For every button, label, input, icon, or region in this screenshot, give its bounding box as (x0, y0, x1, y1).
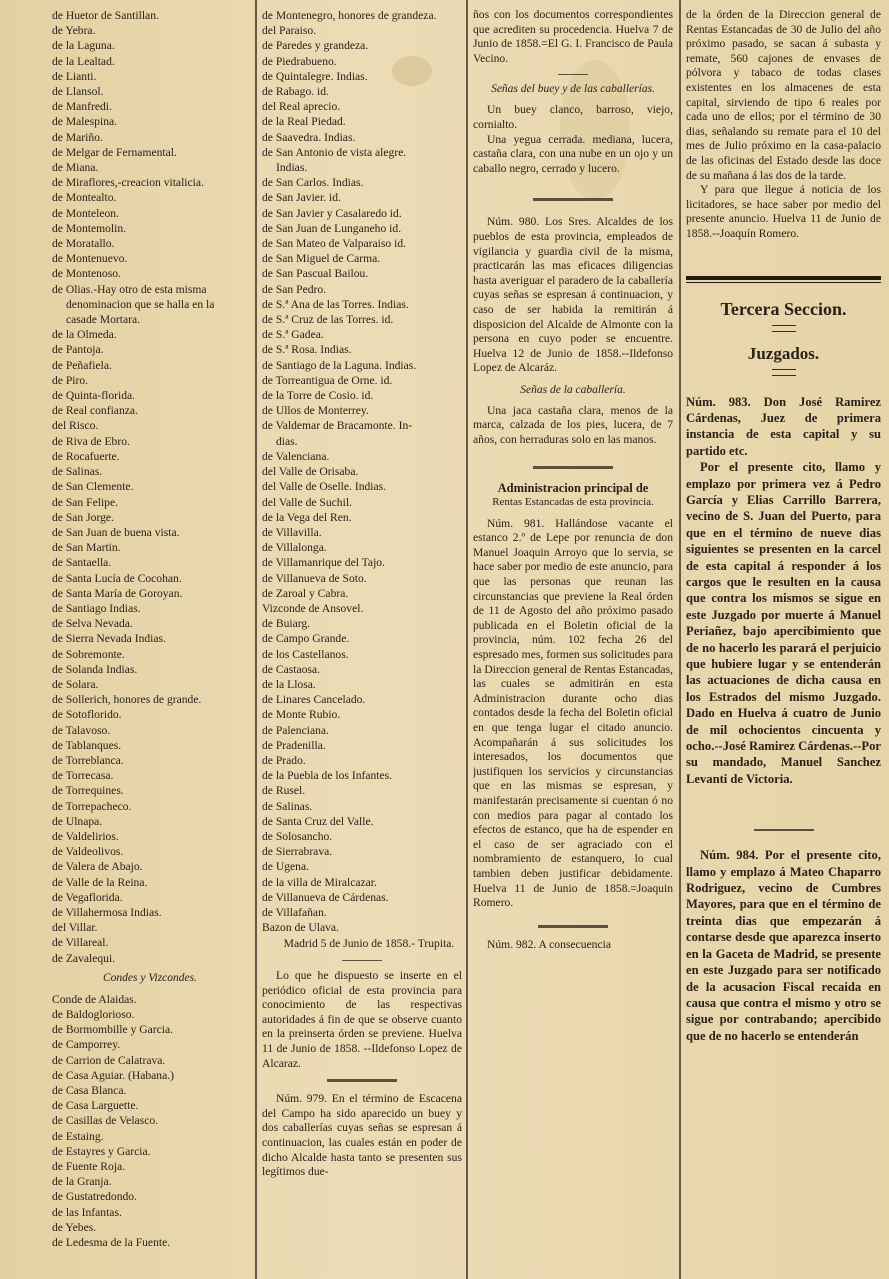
list-item: de Casa Blanca. (52, 1084, 127, 1098)
list-item: de Ledesma de la Fuente. (52, 1236, 171, 1250)
list-item: Bazon de Ulava. (262, 921, 339, 935)
condes-list (52, 992, 248, 1250)
list-item: de Valle de la Reina. (52, 875, 148, 889)
list-item: de San Clemente. (52, 480, 134, 494)
list-item: de Villareal. (52, 936, 109, 950)
list-item: de Salinas. (262, 799, 313, 813)
list-item: de Villanueva de Soto. (262, 571, 367, 585)
list-item: de Montemolin. (52, 221, 127, 235)
list-item: Indias. (276, 161, 308, 175)
column-1 (52, 8, 248, 1276)
separator (342, 960, 382, 961)
section-title: Tercera Seccion. (720, 298, 847, 319)
list-item: de Estayres y Garcia. (52, 1144, 151, 1158)
column-rule (466, 0, 468, 1279)
list-item: de San Carlos. Indias. (262, 176, 364, 190)
list-item: de Sierrabrava. (262, 845, 333, 859)
list-item: del Paraiso. (262, 24, 317, 38)
separator (533, 198, 613, 201)
list-item: de Casa Larguette. (52, 1099, 139, 1113)
notice-982-close: Y para que llegue á noticia de los licitadores, se hace saber por medio del presente anuncio. Huelva 11 de Junio de 1858.--Joaquín Romero. (686, 183, 881, 240)
list-item: de Torrequines. (52, 784, 124, 798)
list-item: de Baldoglorioso. (52, 1008, 135, 1021)
list-item: de la Torre de Cosio. id. (262, 389, 374, 403)
separator (754, 829, 814, 831)
list-item: de la Lealtad. (52, 54, 115, 68)
notice-982: Núm. 982. A consecuencia (487, 937, 611, 951)
list-item: de Valdelirios. (52, 829, 119, 843)
list-item: de San Martin. (52, 541, 121, 555)
list-item: de Quintalegre. Indias. (262, 69, 368, 83)
notice-979-cont: ños con los documentos correspondientes que acrediten su procedencia. Huelva 7 de Junio de 1858.=El G. I. Francisco de Paula Vecino. (473, 8, 673, 65)
list-item: de Lianti. (52, 69, 97, 83)
list-item: de Montenegro, honores de grandeza. (262, 9, 437, 22)
notice-981: Núm. 981. Hallándose vacante el estanco 2.º de Lepe por renuncia de don Manuel Joaquin Arroyo que lo servia, se hace saber por medio de este anuncio, para que las personas que reunan las circunstancias que previene la Real órden de 11 de Agosto del año próximo pasado publicada en el Boletin oficial de la provincia, núm. 102 fecha 26 del espresado mes, formen sus solicitudes para la Direccion general de Rentas Estancadas, las cuales se admitirán en esta Administracion durante ocho dias contados desde la fecha del Boletin oficial en que tenga lugar el citado anuncio. Acompañarán á sus solicitudes los interesados, los documentos que justifiquen los servicios y circunstancias que en las mismas se espresan, y manifestarán precisamente si cuentan ó no con medios para pagar al contado los efectos de estanco, que ha de espender en el caso de ser agraciado con el nombramiento de estanquero, lo cual tambien deben justificar debidamente. Huelva 11 de Junio de 1858.=Joaquin Romero. (473, 516, 673, 910)
list-item: de Villamanrique del Tajo. (262, 556, 385, 570)
list-item: de Zaroal y Cabra. (262, 586, 349, 600)
list-item: de Villahermosa Indias. (52, 905, 162, 919)
list-item: de Bormombille y Garcia. (52, 1023, 174, 1037)
list-item: de San Pedro. (262, 282, 327, 296)
notice-982-cont: de la órden de la Direccion general de Rentas Estancadas de 30 de Julio del año próximo pasado, se sacan á subasta y remate, 560 cajones de envases de pólvora y tabaco de todas clases existentes en los almacenes de esta capital, sirviendo de tipo 6 reales por cada uno de ellos; por el término de 30 dias, señalando su remate para el 10 del mes de Julio próximo en la casa-palacio de las oficinas del Estado desde las doce de su mañana á las dos de la tarde. (686, 8, 881, 182)
list-item: de Riva de Ebro. (52, 434, 130, 448)
list-item: de la Real Piedad. (262, 115, 346, 129)
list-item: de Santiago de la Laguna. Indias. (262, 358, 417, 372)
list-item: de la Puebla de los Infantes. (262, 769, 393, 783)
list-item: de Melgar de Fernamental. (52, 145, 177, 159)
admin-subheading: Rentas Estancadas de esta provincia. (492, 495, 654, 508)
list-item: Vizconde de Ansovel. (262, 601, 364, 615)
list-item: de Moratallo. (52, 237, 115, 251)
list-item: de Malespina. (52, 115, 118, 129)
notice-983-body: Por el presente cito, llamo y emplazo por primera vez á Pedro García y Elias Carrillo Barrera, vecino de S. Juan del Puerto, para que en el término de nueve dias siguientes se presenten en la carcel de esta capital á responder á los cargos que le resulten en la causa que contra los mismos se sigue en este Juzgado por muerte á Manuel Periañez, bajo apercibimiento que de no hacerlo les parará el perjuicio que hubiere lugar y se entenderán las actuaciones de dicha causa en los Estrados del mismo Juzgado. Dado en Huelva á cuatro de Junio de mil ochocientos cincuenta y ocho.--José Ramirez Cárdenas.--Por su mandado, Manuel Sanchez Levanti de Victoria. (686, 460, 881, 786)
list-item: de S.ª Cruz de las Torres. id. (262, 313, 394, 327)
list-item: de Piro. (52, 373, 89, 387)
list-item: de la Olmeda. (52, 328, 117, 342)
list-item: de Zavalequi. (52, 951, 116, 965)
list-item: de Montenuevo. (52, 252, 128, 266)
list-item: de Solara. (52, 677, 99, 691)
list-item: de Santaella. (52, 556, 112, 570)
list-item: de Paredes y grandeza. (262, 39, 369, 53)
list-item: de Villafañan. (262, 905, 327, 919)
list-item: denominacion que se halla en la (66, 297, 215, 311)
list-item: de Real confianza. (52, 404, 138, 418)
list-item: de Torrecasa. (52, 769, 114, 783)
list-item: de la villa de Miralcazar. (262, 875, 377, 889)
list-item: de San Juan de Lunganeho id. (262, 221, 402, 235)
juzgados-title: Juzgados. (747, 343, 820, 363)
list-item: de Sollerich, honores de grande. (52, 693, 202, 707)
list-item: de Rabago. id. (262, 85, 329, 99)
list-item: de San Antonio de vista alegre. (262, 145, 407, 159)
list-item: de San Felipe. (52, 495, 119, 509)
list-item: de San Javier. id. (262, 191, 341, 205)
list-item: de S.ª Ana de las Torres. Indias. (262, 297, 409, 311)
list-item: de Santa Lucía de Cocohan. (52, 571, 182, 585)
separator (558, 74, 588, 75)
list-item: de Ugena. (262, 860, 309, 874)
list-item: de Pantoja. (52, 343, 104, 357)
list-item: de San Jorge. (52, 510, 114, 524)
list-item: de Piedrabueno. (262, 54, 337, 68)
list-item: de Gustatredondo. (52, 1190, 138, 1204)
list-item: de Valdeolivos. (52, 845, 124, 859)
list-item: del Valle de Suchil. (262, 495, 352, 509)
list-item: de Monte Rubio. (262, 708, 341, 722)
list-item: de la Vega del Ren. (262, 510, 352, 524)
list-item: de Quinta-florida. (52, 389, 136, 403)
list-item: de Salinas. (52, 465, 103, 479)
list-item: de Villavilla. (262, 525, 322, 539)
list-item: de Ullos de Monterrey. (262, 404, 369, 418)
caballeria-heading: Señas de la caballería. (520, 383, 626, 396)
titles-list (262, 8, 462, 935)
list-item: de Estaing. (52, 1129, 104, 1143)
list-item: de Casillas de Velasco. (52, 1114, 159, 1128)
list-item: de Pradenilla. (262, 738, 326, 752)
list-item: de Miana. (52, 161, 99, 175)
list-item: de Casa Aguiar. (Habana.) (52, 1068, 175, 1082)
list-item: de Mariño. (52, 130, 103, 144)
decree-date: Madrid 5 de Junio de 1858.- Trupita. (283, 937, 455, 951)
list-item: de Torreantigua de Orne. id. (262, 373, 393, 387)
list-item: de la Llosa. (262, 677, 316, 691)
column-4 (686, 8, 881, 1276)
list-item: de Rocafuerte. (52, 449, 120, 463)
list-item: de Villalonga. (262, 541, 327, 555)
list-item: de Solanda Indias. (52, 662, 138, 676)
list-item: de Sobremonte. (52, 647, 125, 661)
list-item: de Santiago Indias. (52, 601, 141, 615)
column-3 (473, 8, 673, 1276)
list-item: de San Mateo de Valparaiso id. (262, 237, 407, 251)
rule-thick (686, 276, 881, 280)
rule-thin (686, 282, 881, 283)
list-item: de Linares Cancelado. (262, 693, 366, 707)
list-item: del Risco. (52, 419, 99, 433)
list-item: de los Castellanos. (262, 647, 349, 661)
list-item: de Llansol. (52, 85, 104, 99)
list-item: de Yebes. (52, 1220, 97, 1234)
section-rule (686, 276, 881, 283)
list-item: de Saavedra. Indias. (262, 130, 356, 144)
separator (533, 466, 613, 469)
list-item: de Santa María de Goroyan. (52, 586, 183, 600)
list-item: de Miraflores,-creacion vitalicia. (52, 176, 204, 190)
list-item: casade Mortara. (66, 313, 141, 327)
list-item: de San Javier y Casalaredo id. (262, 206, 402, 220)
list-item: de Yebra. (52, 24, 96, 38)
list-item: de Buiarg. (262, 617, 311, 631)
list-item: de las Infantas. (52, 1205, 122, 1219)
notice-979: Núm. 979. En el término de Escacena del Campo ha sido aparecido un buey y dos caballerías cuyas señas se espresan á continuacion, las cuales están en poder de dicho Alcalde hasta tanto se presenten sus legítimos due- (262, 1092, 462, 1179)
decree-para: Lo que he dispuesto se inserte en el periódico oficial de esta provincia para conocimiento de las respectivas autoridades á fin de que se observe cuanto en la preinserta órden se previene. Huelva 11 de Junio de 1858. --Ildefonso Lopez de Alcaraz. (262, 968, 462, 1070)
list-item: de Fuente Roja. (52, 1160, 126, 1174)
list-item: de San Juan de buena vista. (52, 525, 180, 539)
list-item: de Palenciana. (262, 723, 329, 737)
list-item: de San Miguel de Carma. (262, 252, 381, 266)
list-item: de Selva Nevada. (52, 617, 133, 631)
list-item: dias. (276, 434, 298, 448)
list-item: del Valle de Oselle. Indias. (262, 480, 387, 494)
list-item: de Olias.-Hay otro de esta misma (52, 282, 207, 296)
list-item: Conde de Alaidas. (52, 992, 137, 1006)
list-item: de Camporrey. (52, 1038, 121, 1052)
list-item: de Villanueva de Cárdenas. (262, 890, 389, 904)
list-item: de Rusel. (262, 784, 306, 798)
buey-heading: Señas del buey y de las caballerías. (491, 83, 655, 96)
separator (772, 325, 796, 332)
list-item: de San Pascual Bailou. (262, 267, 369, 281)
separator (327, 1079, 397, 1082)
list-item: de Valenciana. (262, 449, 330, 463)
admin-heading: Administracion principal de (497, 480, 649, 495)
list-item: de Valdemar de Bracamonte. In- (262, 419, 413, 433)
list-item: de Monteleon. (52, 206, 119, 220)
list-item: de Torrepacheco. (52, 799, 132, 813)
marquesados-list (52, 8, 248, 966)
list-item: de la Granja. (52, 1175, 112, 1189)
condes-heading: Condes y Vizcondes. (102, 971, 197, 984)
list-item: de S.ª Rosa. Indias. (262, 343, 352, 357)
list-item: de Sierra Nevada Indias. (52, 632, 166, 646)
list-item: de Montenoso. (52, 267, 121, 281)
list-item: de Campo Grande. (262, 632, 350, 646)
notice-984: Núm. 984. Por el presente cito, llamo y emplazo á Mateo Chaparro Rodriguez, vecino de Cumbres Mayores, para que en el término de treinta dias que empezarán á contarse desde que aparezca inserto en la Gaceta de Madrid, se presente en este Juzgado para ser notificado de la acusacion Fiscal recaida en causa que contra el mismo y otro se sigue por contrabando; apercibido que de no hacerlo se entenderán (686, 848, 881, 1043)
separator (538, 925, 608, 928)
yegua-desc: Una yegua cerrada. mediana, lucera, castaña clara, con una nube en un ojo y un caballo negro, cerrado y lucero. (473, 132, 673, 175)
list-item: de Valera de Abajo. (52, 860, 143, 874)
list-item: de Tablanques. (52, 738, 122, 752)
column-rule (679, 0, 681, 1279)
notice-980: Núm. 980. Los Sres. Alcaldes de los pueblos de esta provincia, empleados de vigilancia y guardia civil de la misma, practicarán las mas eficaces diligencias hasta averiguar el paradero de la caballería cuyas señas se espresan á continuacion, y caso de ser habida la remitirán á disposicion del Alcalde de Almonte con la persona en cuyo poder se encuentre. Huelva 12 de Junio de 1858.--Ildefonso Lopez de Alcaráz. (473, 215, 673, 375)
list-item: de Manfredi. (52, 100, 112, 114)
list-item: de Torreblanca. (52, 753, 124, 767)
list-item: de Castaosa. (262, 662, 320, 676)
list-item: de Montealto. (52, 191, 117, 205)
list-item: del Villar. (52, 921, 98, 935)
list-item: de Ulnapa. (52, 814, 103, 828)
list-item: de Prado. (262, 753, 306, 767)
list-item: de Solosancho. (262, 829, 333, 843)
list-item: de S.ª Gadea. (262, 328, 324, 342)
column-rule (255, 0, 257, 1279)
list-item: de Carrion de Calatrava. (52, 1053, 166, 1067)
list-item: del Real aprecio. (262, 100, 341, 114)
list-item: de Santa Cruz del Valle. (262, 814, 374, 828)
separator (772, 369, 796, 376)
column-2 (262, 8, 462, 1276)
list-item: de la Laguna. (52, 39, 115, 53)
caballeria-desc: Una jaca castaña clara, menos de la marca, calzada de los pies, lucera, de 7 años, con herraduras solo en las manos. (473, 403, 673, 447)
list-item: de Peñafiela. (52, 358, 112, 372)
notice-983: Núm. 983. Don José Ramirez Cárdenas, Juez de primera instancia de esta capital y su partido etc. (686, 394, 881, 458)
list-item: de Sotoflorido. (52, 708, 122, 722)
list-item: de Huetor de Santillan. (52, 9, 159, 22)
buey-desc: Un buey clanco, barroso, viejo, cornialto. (473, 103, 673, 131)
list-item: del Valle de Orisaba. (262, 465, 359, 479)
list-item: de Talavoso. (52, 723, 111, 737)
list-item: de Vegaflorida. (52, 890, 123, 904)
